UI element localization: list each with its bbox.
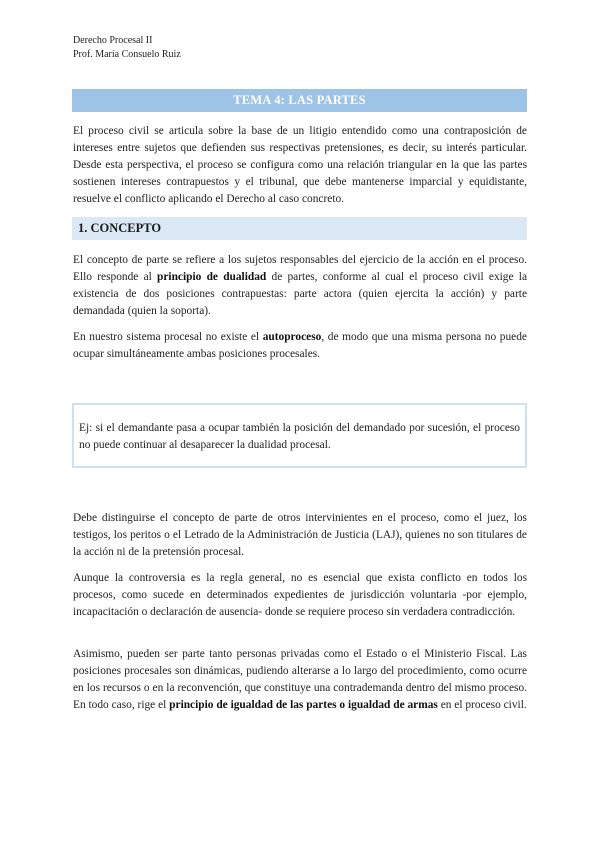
example-text: Ej: si el demandante pasa a ocupar también la posición del demandado por sucesión, el proceso no puede continuar al desaparecer la dualidad procesal. [79,422,520,451]
section-heading: 1. CONCEPTO [72,217,527,240]
text-run: En nuestro sistema procesal no existe el [73,331,263,343]
concept-paragraph-4: Aunque la controversia es la regla general, no es esencial que exista conflicto en todos los procesos, como sucede en determinados expedientes de jurisdicción voluntaria -por ejemplo, incapacitación o declaración de ausencia- donde se requiere proceso sin verdadera contradicción. [73,572,527,618]
example-box [72,403,527,468]
text-run: Asimismo, pueden ser parte tanto personas privadas como el Estado o el Ministerio Fiscal. Las posiciones procesales son dinámicas, pudiendo alterarse a lo largo del procedimiento, como ocurre en los recursos o en la reconvención, que constituye una contrademanda dentro del mismo proceso. En todo caso, rige el [73,648,527,711]
concept-paragraph-1 [73,252,527,320]
intro-paragraph: El proceso civil se articula sobre la base de un litigio entendido como una contraposición de intereses entre sujetos que defienden sus respectivas pretensiones, es decir, su interés particular. Desde esta perspectiva, el proceso se configura como una relación triangular en la que las partes sostienen intereses contrapuestos y el tribunal, que debe mantenerse imparcial y equidistante, resuelve el conflicto aplicando el Derecho al caso concreto. [73,125,527,205]
concept-paragraph-3: Debe distinguirse el concepto de parte de otros intervinientes en el proceso, como el juez, los testigos, los peritos o el Letrado de la Administración de Justicia (LAJ), quienes no son titulares de la acción ni de la pretensión procesal. [73,512,527,558]
text-run: de partes, conforme al cual el proceso civil exige la existencia de dos posiciones contrapuestas: parte actora (quien ejercita la acción) y parte demandada (quien la soporta). [73,271,528,317]
bold-term: principio de igualdad de las partes o igualdad de armas [169,699,438,711]
text-run: en el proceso civil. [437,699,527,711]
page-header [73,34,181,62]
text-run: El concepto de parte se refiere a los sujetos responsables del ejercicio de la acción en el proceso. Ello responde al [73,254,527,283]
concept-paragraph-5 [73,646,527,714]
bold-term: principio de dualidad [157,271,267,283]
text-run: , de modo que una misma persona no puede ocupar simultáneamente ambas posiciones procesales. [73,331,527,360]
course-name: Derecho Procesal II [73,35,153,46]
concept-paragraph-2 [73,329,527,363]
bold-term: autoproceso [262,331,322,343]
professor-name: Prof. María Consuelo Ruiz [73,49,181,60]
chapter-title: TEMA 4: LAS PARTES [72,89,527,112]
